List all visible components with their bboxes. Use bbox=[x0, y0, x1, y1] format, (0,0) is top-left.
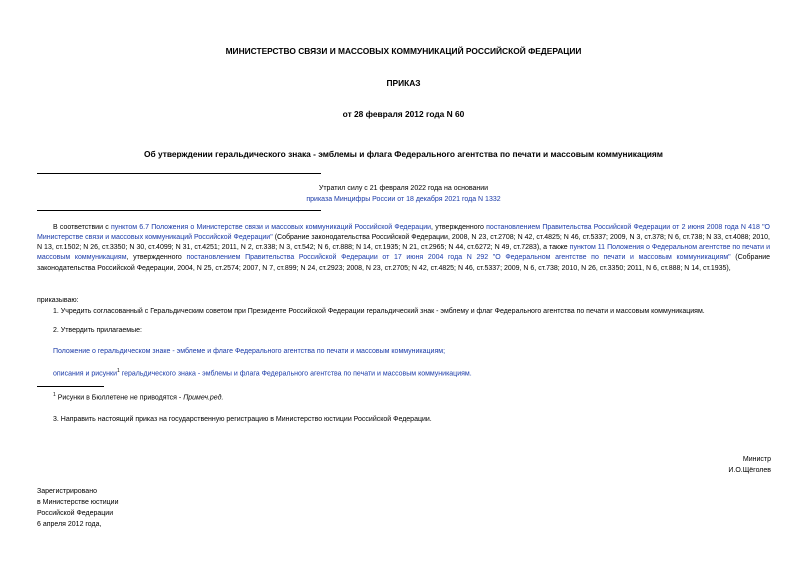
preamble-text-3: (Собрание законодательства Российской Федерации, 2008, N 23, ст.2708; N 42, ст.4825; N 46, ст.5337; 2009, N 3, ст.378; N 6, ст.738; N 33, ст.4088; 2010, N 13, ст.1502; N 26, ст.3350; N 30, ст.4099; N 31, ст.4251; 2011, N 2, ст.338; N 3, ст.542; N 6, ст.888; N 14, ст.1935; N 21, ст.2965; N 44, ст.6272; N 49, ст.7283), а также bbox=[37, 234, 770, 252]
government-decree-418-link[interactable]: постановлением Правительства Российской Федерации от 2 июня 2008 года N 418 "О Министерстве связи и массовых коммуникаций Российской Федерации" bbox=[37, 224, 770, 242]
item-3: 3. Направить настоящий приказ на государственную регистрацию в Министерство юстиции Российской Федерации. bbox=[53, 416, 432, 423]
order-word: приказываю: bbox=[37, 297, 79, 304]
government-decree-292-link[interactable]: постановлением Правительства Российской Федерации от 17 июня 2004 года N 292 "О Федеральном агентстве по печати и массовым коммуникациям" bbox=[186, 254, 731, 262]
item-1: 1. Учредить согласованный с Геральдическим советом при Президенте Российской Федерации геральдический знак - эмблему и флаг Федерального агентства по печати и массовым коммуникациям. bbox=[53, 308, 705, 315]
regulation-ministry-link[interactable]: пунктом 6.7 Положения о Министерстве связи и массовых коммуникаций Российской Федерации bbox=[110, 224, 432, 231]
registration-line-3: Российской Федерации bbox=[37, 510, 114, 517]
signature-name: И.О.Щёголев bbox=[728, 467, 771, 474]
preamble-text-4: , утвержденного bbox=[126, 254, 187, 262]
registration-line-2: в Министерстве юстиции bbox=[37, 499, 119, 506]
signature-position: Министр bbox=[742, 456, 771, 463]
footnote-marker: 1 bbox=[53, 392, 56, 398]
doc-title: Об утверждении геральдического знака - эмблемы и флага Федерального агентства по печати и массовым коммуникациям bbox=[143, 149, 663, 159]
approved-descriptions bbox=[53, 368, 472, 379]
footnote-text: Рисунки в Бюллетене не приводятся - bbox=[55, 394, 184, 402]
emblem-flag-link[interactable]: геральдического знака - эмблемы и флага Федерального агентства по печати и массовым коммуникациям. bbox=[119, 370, 472, 378]
doc-date-number: от 28 февраля 2012 года N 60 bbox=[342, 109, 465, 119]
descriptions-link[interactable]: описания и рисунки bbox=[53, 370, 117, 378]
item-2: 2. Утвердить прилагаемые: bbox=[53, 327, 142, 334]
registration-line-1: Зарегистрировано bbox=[37, 488, 97, 495]
preamble-text-1: В соответствии с bbox=[53, 224, 111, 231]
footnote-editor-note: Примеч.ред. bbox=[183, 394, 224, 402]
ministry-heading: МИНИСТЕРСТВО СВЯЗИ И МАССОВЫХ КОММУНИКАЦИЙ РОССИЙСКОЙ ФЕДЕРАЦИИ bbox=[225, 46, 582, 56]
footnote-ref: 1 bbox=[117, 368, 120, 374]
footnote-divider bbox=[37, 386, 104, 387]
preamble-text-2: , утвержденного bbox=[431, 224, 487, 231]
repeal-order-link[interactable]: приказа Минцифры России от 18 декабря 2021 года N 1332 bbox=[306, 196, 501, 203]
doc-type: ПРИКАЗ bbox=[386, 78, 421, 88]
preamble-text-5: (Собрание законодательства Российской Федерации, 2004, N 25, ст.2574; 2007, N 7, ст.899; N 24, ст.2923; 2008, N 23, ст.2705; N 42, ст.4825; N 46, ст.5337; 2009, N 6, ст.738; 2010, N 26, ст.3350; 2011, N 6, ст.888; N 14, ст.1935), bbox=[37, 254, 771, 272]
status-note-text: Утратил силу с 21 февраля 2022 года на основании bbox=[318, 185, 489, 192]
preamble-paragraph bbox=[37, 223, 770, 274]
divider-top bbox=[37, 173, 321, 174]
divider-bottom bbox=[37, 210, 321, 211]
regulation-agency-link[interactable]: пунктом 11 Положения о Федеральном агентстве по печати и массовым коммуникациям bbox=[37, 244, 770, 262]
approved-regulation-link[interactable]: Положение о геральдическом знаке - эмблеме и флаге Федерального агентства по печати и массовым коммуникациям; bbox=[53, 348, 446, 355]
registration-line-4: 6 апреля 2012 года, bbox=[37, 521, 102, 528]
footnote bbox=[53, 392, 223, 403]
